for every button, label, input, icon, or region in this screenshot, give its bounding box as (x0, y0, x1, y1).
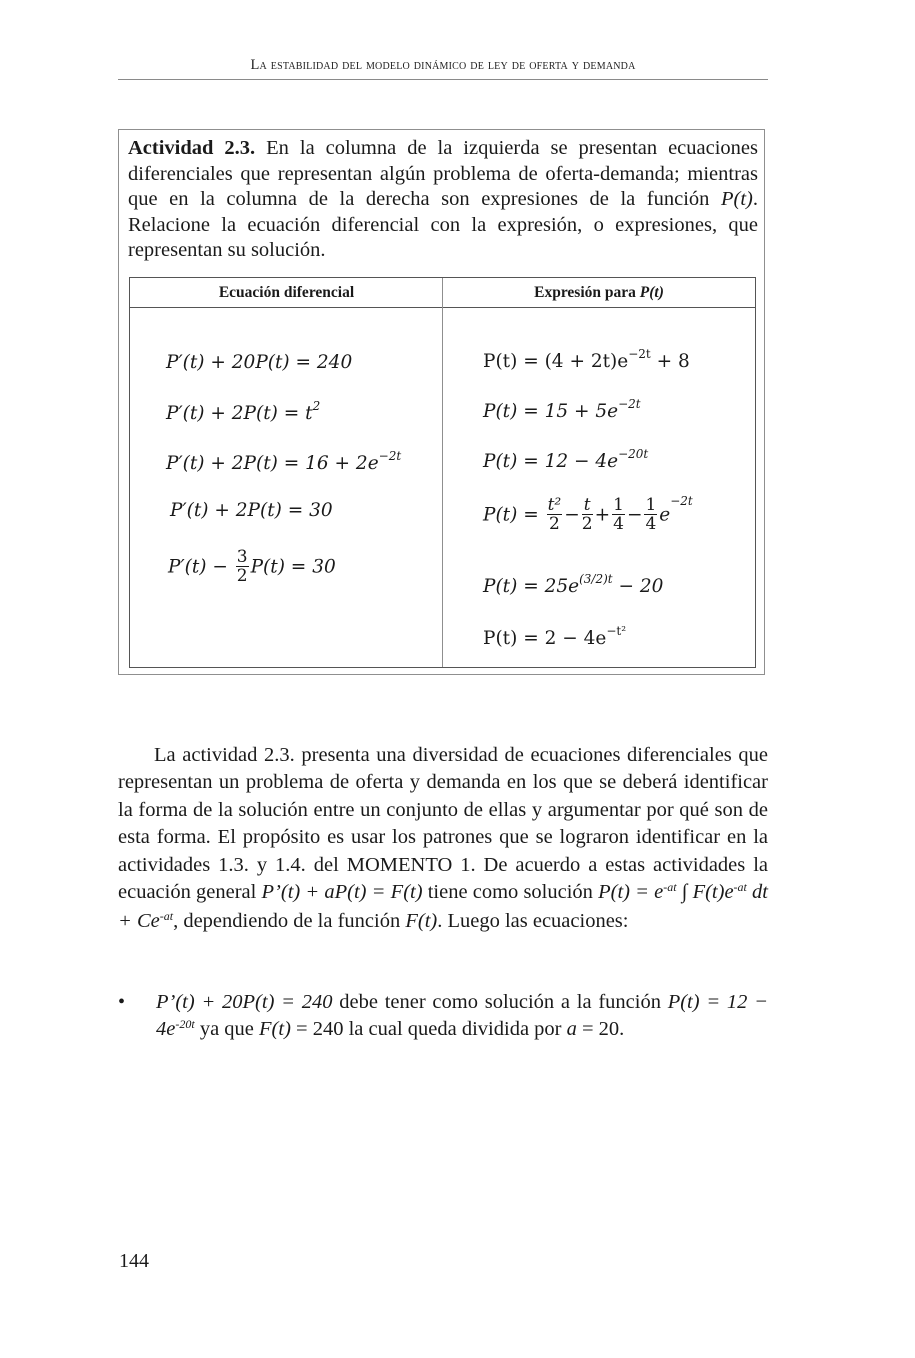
bullet-icon: • (118, 991, 126, 1013)
bullet-ft: F(t) (259, 1018, 291, 1041)
eq-post: P(t) = 30 (250, 556, 336, 578)
expr-pre: P(t) = (4 + 2t)e (483, 351, 629, 373)
frac-num: t (583, 495, 591, 515)
expr-pre: P(t) = 2 − 4e (483, 628, 607, 650)
ft-inline: F(t) (405, 910, 438, 933)
eq-text: P′(t) + 2P(t) = 30 (170, 500, 333, 521)
bullet-text (156, 989, 768, 1046)
activity-instructions (128, 136, 758, 264)
frac-den: 2 (549, 514, 560, 534)
expr-pre: P(t) = (483, 504, 545, 526)
page-number: 144 (119, 1250, 149, 1272)
header-expression (443, 278, 755, 307)
fraction-1 (547, 496, 563, 534)
activity-label: Actividad 2.3. (128, 137, 256, 159)
bullet-eq: P’(t) + 20P(t) = 240 (156, 991, 333, 1013)
general-equation: P’(t) + aP(t) = F(t) (261, 881, 423, 904)
body-paragraph (118, 742, 768, 938)
eq-text: P′(t) + 2P(t) = t (166, 403, 313, 425)
bullet-sup: -20t (175, 1017, 195, 1032)
fraction (236, 548, 249, 586)
expr-post: − 20 (612, 576, 664, 598)
matching-table (129, 277, 756, 668)
expr-pre: P(t) = 12 − 4e (483, 451, 619, 473)
expression-4 (483, 493, 693, 534)
frac-den: 4 (613, 514, 624, 534)
solution-formula-c: dt + Ce (118, 881, 769, 933)
bullet-text-c: = 240 la cual queda dividida por (290, 1018, 567, 1041)
op: − (626, 504, 643, 526)
para-text: tiene como solución (422, 881, 599, 904)
expression-5 (483, 574, 663, 597)
expr-sup: −t² (606, 624, 627, 638)
running-head: La estabilidad del modelo dinámico de ley de oferta y demanda (250, 57, 636, 73)
fraction-4 (644, 496, 657, 534)
bullet-text-a: debe tener como solución a la función (332, 991, 668, 1013)
op: + (594, 504, 611, 526)
expr-sup: −2t (670, 493, 693, 508)
bullet-text-b: ya que (194, 1018, 260, 1041)
expr-sup: −2t (628, 347, 651, 361)
solution-formula-a: P(t) = e (598, 881, 664, 904)
equation-5 (168, 548, 336, 586)
frac-num: t² (547, 495, 562, 515)
expr-sup: −2t (618, 397, 641, 411)
frac-den: 2 (236, 566, 248, 586)
para-text: La actividad 2.3. presenta una diversidad de ecuaciones diferenciales que representan un problema de oferta y demanda en los que se deberá identificar la forma de la solución entre un conjunto de ellas y argumentar por qué son de esta forma. El propósito es usar los patrones que se lograron identificar en la actividades 1.3. y 1.4. del MOMENTO 1. De acuerdo a estas actividades la ecuación general (118, 744, 768, 904)
equation-3 (166, 451, 401, 474)
eq-text: P′(t) + 20P(t) = 240 (166, 352, 353, 373)
frac-num: 1 (645, 495, 657, 515)
sup-at: -at (159, 909, 174, 924)
eq-sup: −2t (378, 449, 402, 463)
pt-inline: P(t) (721, 188, 753, 211)
bullet-text-d: = 20. (576, 1018, 625, 1041)
expression-6 (483, 626, 626, 649)
solution-formula-b: ∫ F(t)e (676, 881, 734, 904)
bullet-pt: P(t) = 12 − 4e (156, 991, 768, 1041)
sup-at: -at (663, 880, 677, 895)
fraction-2 (582, 496, 593, 534)
eq-sup: 2 (312, 399, 321, 413)
eq-pre: P′(t) − (168, 556, 234, 578)
frac-den: 2 (581, 514, 593, 534)
equation-4 (170, 500, 333, 521)
para-text: . Luego las ecuaciones: (437, 910, 629, 933)
header-expression-prefix: Expresión para (534, 284, 640, 301)
expr-pre: P(t) = 25e (483, 576, 580, 598)
expr-tail: e (659, 504, 671, 526)
activity-box (118, 129, 765, 675)
sup-at: -at (733, 880, 747, 895)
header-expression-var: P(t) (639, 284, 664, 301)
expr-pre: P(t) = 15 + 5e (483, 401, 619, 423)
bullet-a: a (566, 1018, 577, 1041)
expression-1 (483, 349, 690, 372)
expr-post: + 8 (650, 351, 690, 373)
op: − (564, 504, 580, 526)
expression-2 (483, 399, 641, 422)
expression-3 (483, 449, 648, 472)
frac-den: 4 (645, 514, 657, 534)
intro-text: En la columna de la izquierda se presentan ecuaciones diferenciales que representan algún problema de oferta-demanda; mientras que en la columna de la derecha son expresiones de la función (128, 137, 758, 211)
intro-text-end: . Relacione la ecuación diferencial con la expresión, o expresiones, que representan su solución. (128, 188, 758, 262)
equation-2 (166, 401, 320, 424)
header-rule (118, 79, 768, 80)
frac-num: 1 (613, 495, 624, 515)
equation-1 (166, 352, 352, 373)
eq-text: P′(t) + 2P(t) = 16 + 2e (166, 453, 379, 475)
frac-num: 3 (236, 547, 248, 567)
header-differential-equation: Ecuación diferencial (218, 284, 355, 301)
para-text: , dependiendo de la función (173, 910, 406, 933)
fraction-3 (612, 496, 625, 534)
column-divider (442, 278, 443, 667)
expr-sup: −20t (618, 447, 649, 461)
expr-sup: (3/2)t (579, 572, 613, 586)
